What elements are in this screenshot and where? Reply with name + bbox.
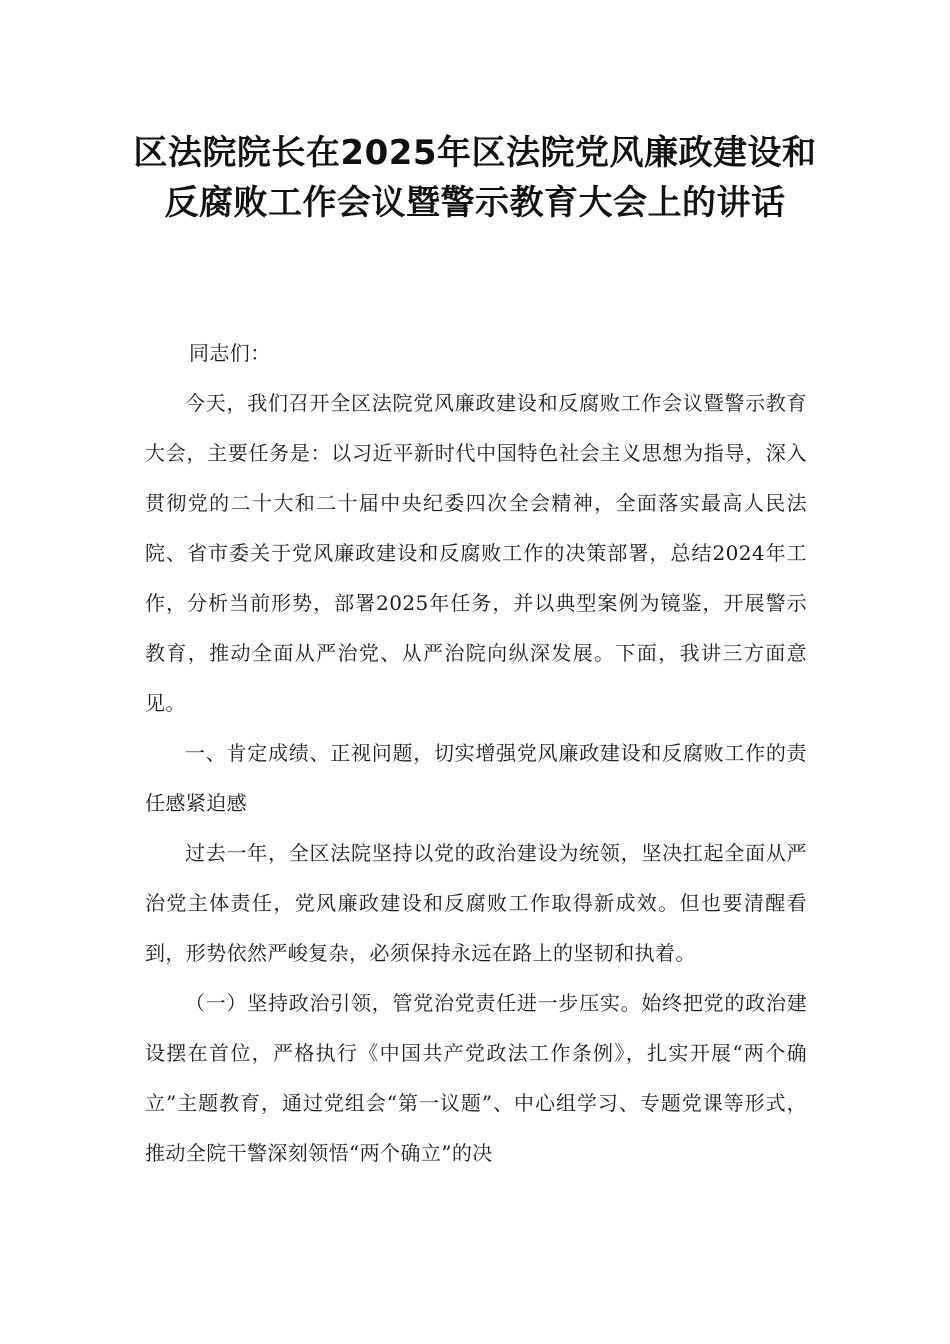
paragraph-subsection-1: （一）坚持政治引领，管党治党责任进一步压实。始终把党的政治建设摆在首位，严格执行《中国共产党政法工作条例》，扎实开展“两个确立”主题教育，通过党组会“第一议题”、中心组学习、专题党课等形式，推动全院干警深刻领悟“两个确立”的决 — [145, 991, 807, 1165]
document-title: 区法院院长在2025年区法院党风廉政建设和反腐败工作会议暨警示教育大会上的讲话 — [133, 133, 817, 223]
document-body — [145, 328, 807, 1178]
paragraph-intro: 今天，我们召开全区法院党风廉政建设和反腐败工作会议暨警示教育大会，主要任务是：以习近平新时代中国特色社会主义思想为指导，深入贯彻党的二十大和二十届中央纪委四次全会精神，全面落实最高人民法院、省市委关于党风廉政建设和反腐败工作的决策部署，总结2024年工作，分析当前形势，部署2025年任务，并以典型案例为镜鉴，开展警示教育，推动全面从严治党、从严治院向纵深发展。下面，我讲三方面意见。 — [145, 391, 807, 715]
salutation: 同志们： — [189, 341, 271, 365]
section-heading-1: 一、肯定成绩、正视问题，切实增强党风廉政建设和反腐败工作的责任感紧迫感 — [145, 741, 807, 815]
paragraph-review: 过去一年，全区法院坚持以党的政治建设为统领，坚决扛起全面从严治党主体责任，党风廉政建设和反腐败工作取得新成效。但也要清醒看到，形势依然严峻复杂，必须保持永远在路上的坚韧和执着。 — [145, 841, 807, 965]
